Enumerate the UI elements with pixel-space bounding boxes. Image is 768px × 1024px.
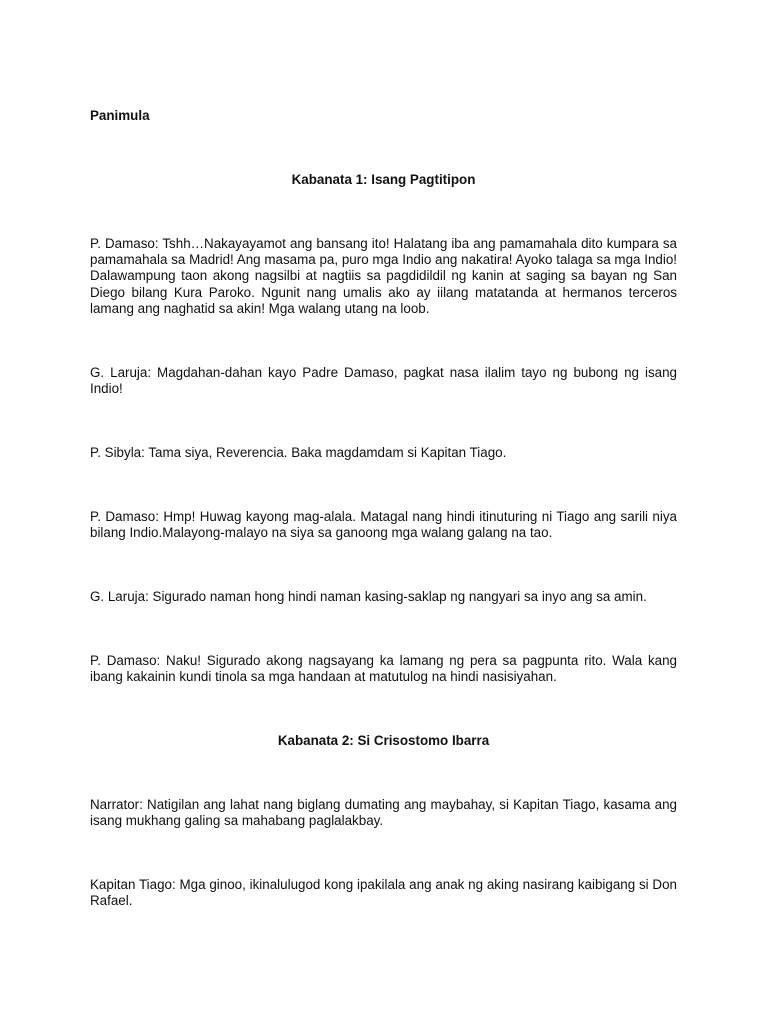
- chapter-1-title: Kabanata 1: Isang Pagtitipon: [291, 172, 476, 187]
- dialogue-paragraph: G. Laruja: Sigurado naman hong hindi naman kasing-saklap ng nangyari sa inyo ang sa amin.: [90, 589, 647, 604]
- dialogue-paragraph: Kapitan Tiago: Mga ginoo, ikinalulugod kong ipakilala ang anak ng aking nasirang kaibigang si Don Rafael.: [90, 877, 677, 909]
- dialogue-paragraph: P. Damaso: Naku! Sigurado akong nagsayang ka lamang ng pera sa pagpunta rito. Wala kang ibang kakainin kundi tinola sa mga handaan at matutulog na hindi nasisiyahan.: [90, 653, 677, 685]
- dialogue-paragraph: Narrator: Natigilan ang lahat nang biglang dumating ang maybahay, si Kapitan Tiago, kasama ang isang mukhang galing sa mahabang paglalakbay.: [90, 797, 677, 829]
- dialogue-paragraph: G. Laruja: Magdahan-dahan kayo Padre Damaso, pagkat nasa ilalim tayo ng bubong ng isang Indio!: [90, 365, 677, 397]
- intro-heading: Panimula: [90, 108, 150, 123]
- dialogue-paragraph: P. Damaso: Tshh…Nakayayamot ang bansang ito! Halatang iba ang pamamahala dito kumpara sa pamamahala sa Madrid! Ang masama pa, puro mga Indio ang nakatira! Ayoko talaga sa mga Indio! Dalawampung taon akong nagsilbi at nagtiis sa pagdidildil ng kanin at saging sa bayan ng San Diego bilang Kura Paroko. Ngunit nang umalis ako ay iilang matatanda at hermanos terceros lamang ang naghatid sa akin! Mga walang utang na loob.: [90, 236, 677, 316]
- dialogue-paragraph: P. Damaso: Hmp! Huwag kayong mag-alala. Matagal nang hindi itinuturing ni Tiago ang sarili niya bilang Indio.Malayong-malayo na siya sa ganoong mga walang galang na tao.: [90, 509, 677, 541]
- chapter-2-title: Kabanata 2: Si Crisostomo Ibarra: [277, 733, 490, 748]
- dialogue-paragraph: P. Sibyla: Tama siya, Reverencia. Baka magdamdam si Kapitan Tiago.: [90, 445, 507, 460]
